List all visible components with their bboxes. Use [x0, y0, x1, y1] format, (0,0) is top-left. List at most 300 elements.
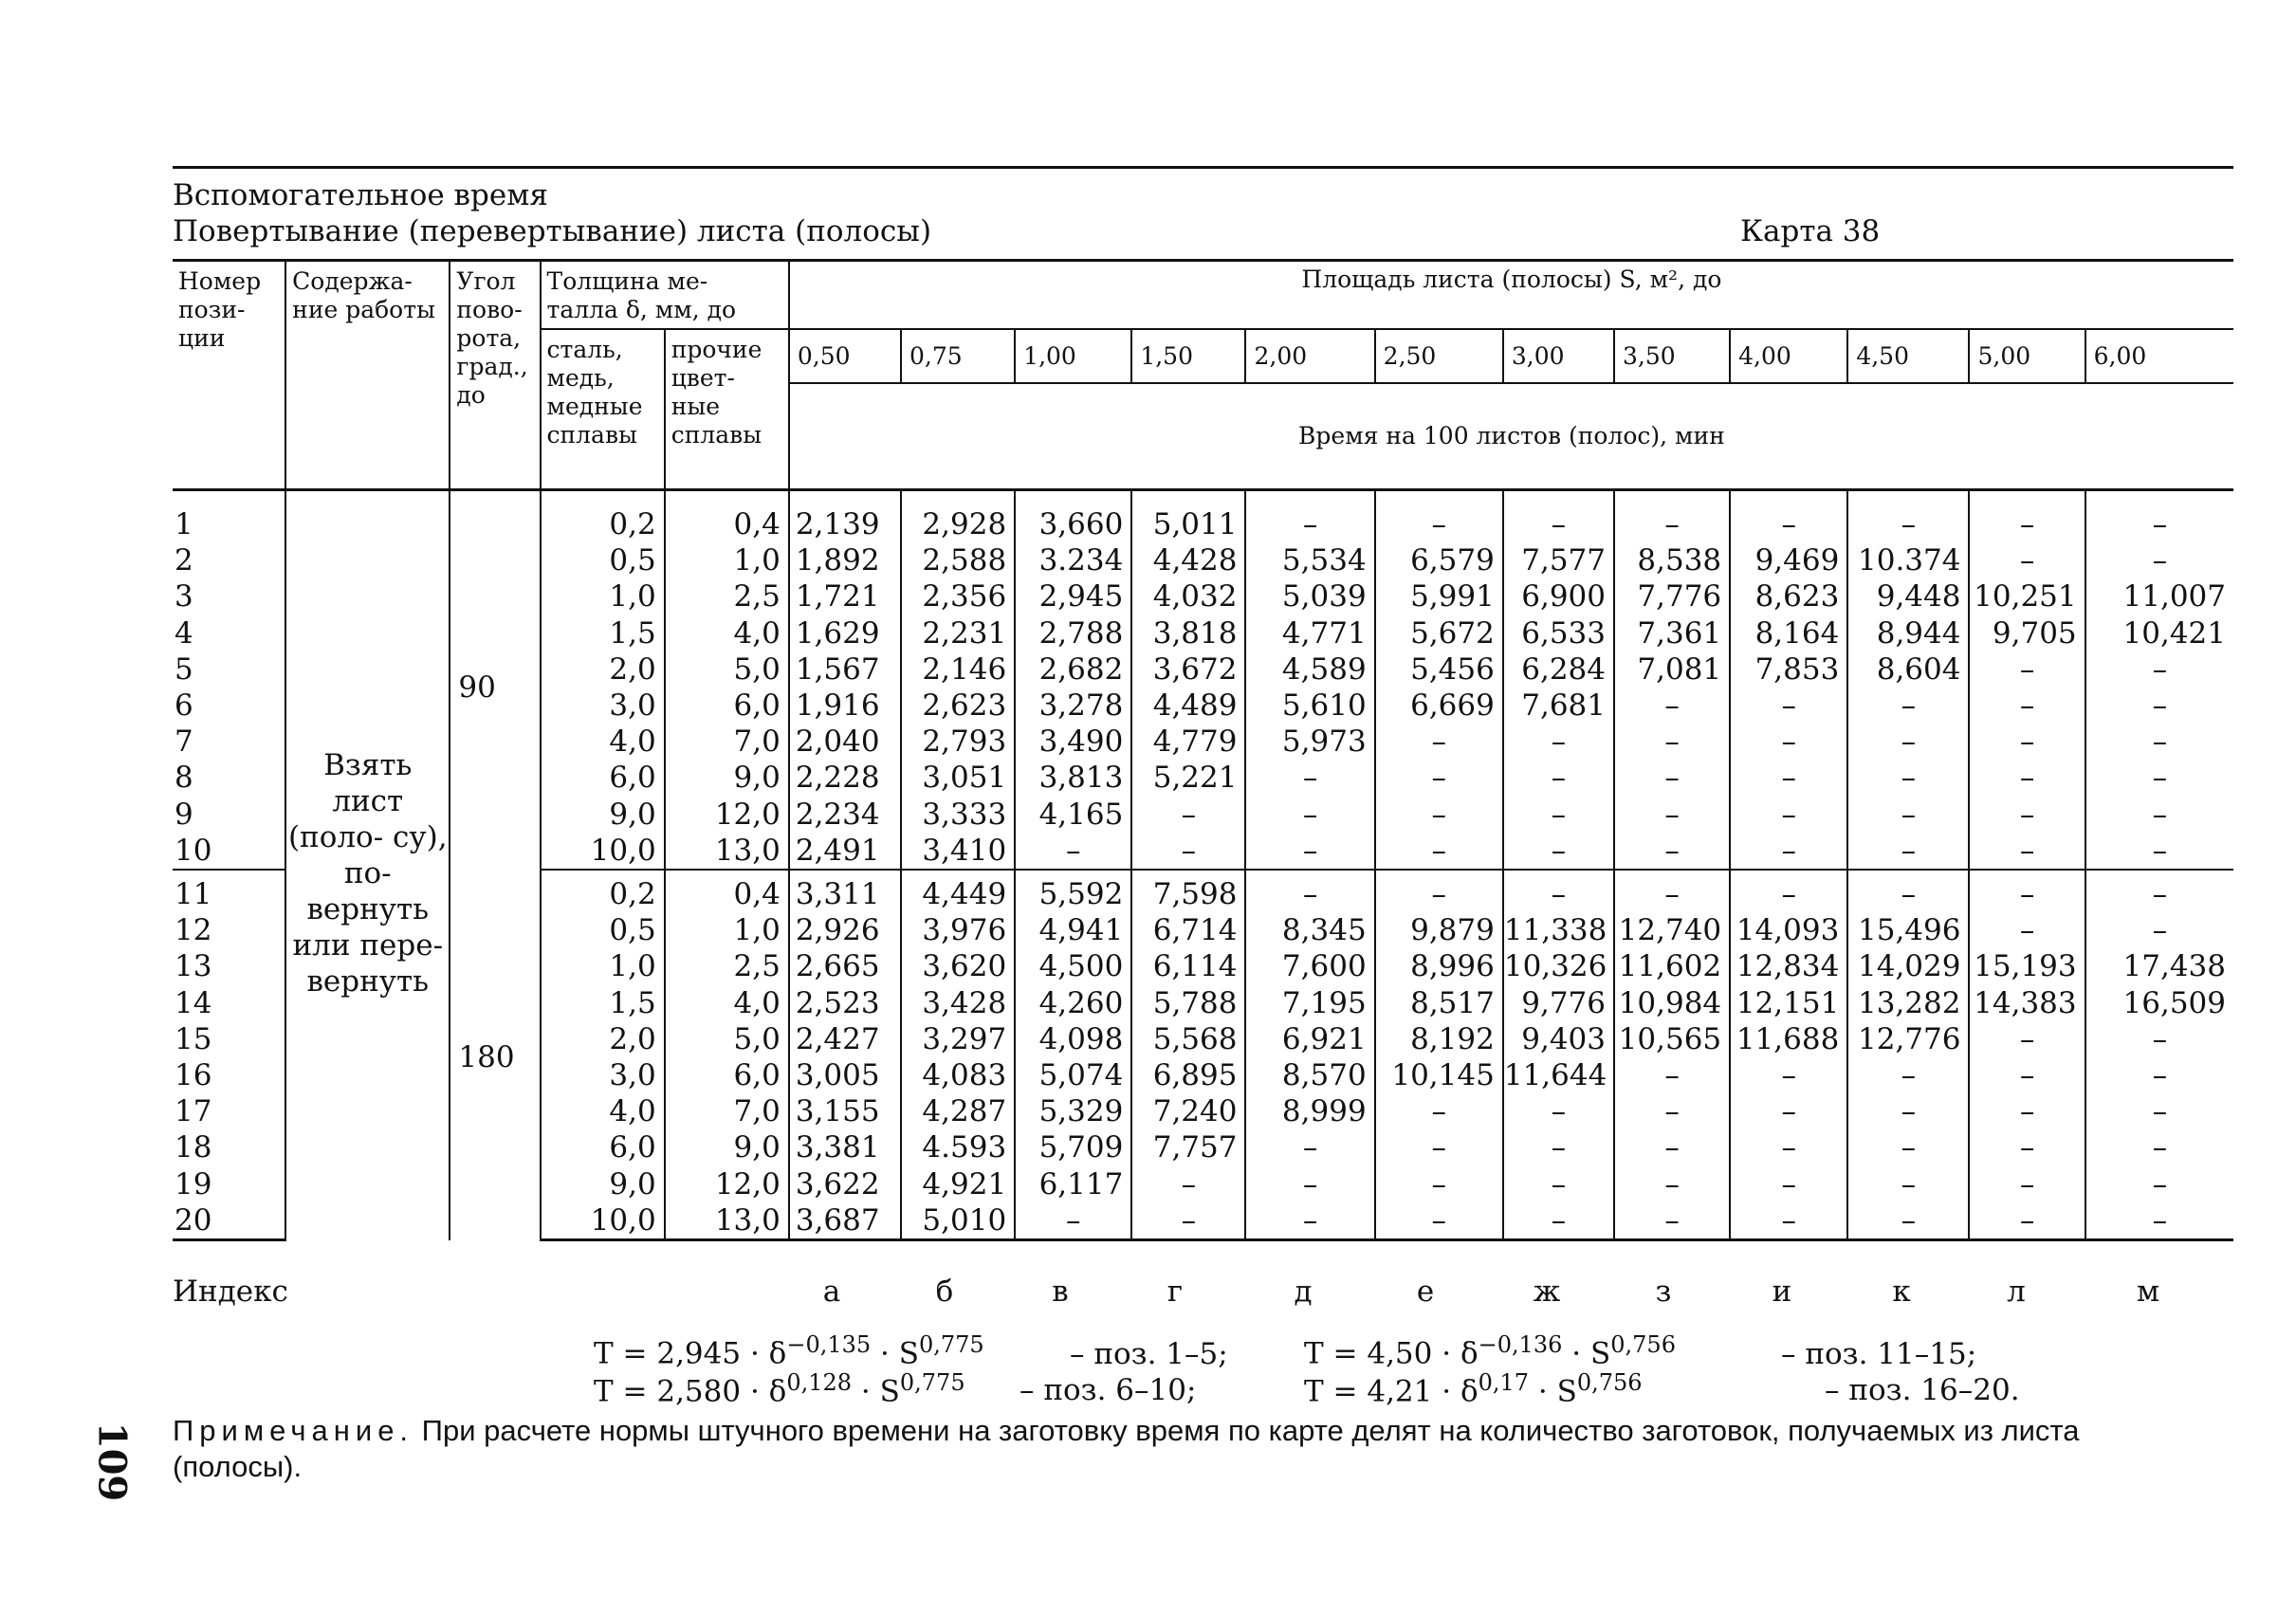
thickness-other: 9,0	[665, 1129, 789, 1165]
thickness-steel: 10,0	[541, 833, 665, 870]
formula-factor: · S	[852, 1374, 900, 1409]
time-value: 3,278	[1015, 688, 1131, 724]
position-number: 20	[173, 1202, 285, 1240]
area-header-cell: 4,00	[1730, 329, 1847, 383]
formula-exponent: 0,775	[918, 1331, 984, 1358]
time-value: –	[1847, 724, 1969, 760]
formula-exponent: 0,756	[1610, 1331, 1676, 1358]
time-value: 14,093	[1730, 912, 1847, 948]
time-value: –	[1131, 833, 1245, 870]
time-value: 4,589	[1245, 651, 1374, 688]
time-value: –	[1730, 870, 1847, 912]
time-value: 3,410	[901, 833, 1015, 870]
time-value: 2,523	[789, 985, 901, 1021]
position-number: 14	[174, 985, 212, 1020]
thickness-steel: 0,2	[541, 490, 665, 543]
formula	[1304, 1366, 1643, 1408]
time-value: 13,282	[1847, 985, 1969, 1021]
time-value: –	[2085, 870, 2233, 912]
time-value: –	[1131, 1202, 1245, 1240]
time-value: 8,604	[1847, 651, 1969, 688]
time-value: 3,620	[901, 948, 1015, 984]
area-header-cell: 4,50	[1847, 329, 1969, 383]
area-header-cell: 0,75	[901, 329, 1015, 383]
time-value: –	[1614, 490, 1730, 543]
position-number: 2	[174, 543, 193, 578]
time-value: 8,996	[1375, 948, 1503, 984]
time-value: 1,916	[789, 688, 901, 724]
time-value: –	[1375, 724, 1503, 760]
thickness-other: 4,0	[665, 615, 789, 651]
time-value: –	[1969, 797, 2085, 833]
time-value: –	[1847, 797, 1969, 833]
time-value: 10,565	[1614, 1021, 1730, 1057]
time-value: 1,567	[789, 651, 901, 688]
area-header-cell: 1,50	[1131, 329, 1245, 383]
time-value: –	[1375, 1093, 1503, 1129]
time-value: –	[1969, 1129, 2085, 1165]
time-value: –	[1969, 1021, 2085, 1057]
time-value: –	[1015, 833, 1131, 870]
position-number: 16	[174, 1058, 212, 1093]
time-value: 2,682	[1015, 651, 1131, 688]
page-number: 109	[89, 1421, 135, 1502]
time-value: –	[1503, 1166, 1614, 1202]
index-letter: г	[1166, 1275, 1184, 1309]
time-value: 12,776	[1847, 1021, 1969, 1057]
time-value: 4,083	[901, 1057, 1015, 1093]
time-value: –	[1847, 1166, 1969, 1202]
time-value: 3,005	[789, 1057, 901, 1093]
time-value: 11,644	[1503, 1057, 1614, 1093]
col-angle-header: Угол пово- рота, град., до	[450, 261, 540, 490]
time-value: 4,921	[901, 1166, 1015, 1202]
time-value: –	[1503, 833, 1614, 870]
time-value: –	[1730, 797, 1847, 833]
time-value: 2,788	[1015, 615, 1131, 651]
time-value: –	[1503, 724, 1614, 760]
time-value: 4,489	[1131, 688, 1245, 724]
time-value: 3,333	[901, 797, 1015, 833]
time-value: 2,926	[789, 912, 901, 948]
footnote-text: При расчете нормы штучного времени на заготовку время по карте делят на количество заготовок, получаемых из листа (полосы).	[173, 1414, 2080, 1483]
index-letter: м	[2136, 1275, 2160, 1309]
time-value: 8,345	[1245, 912, 1374, 948]
time-value: 5,456	[1375, 651, 1503, 688]
position-number: 11	[173, 870, 285, 912]
time-value: 4,771	[1245, 615, 1374, 651]
time-value: –	[1375, 833, 1503, 870]
time-value: 7,776	[1614, 578, 1730, 614]
formula-exponent: 0,756	[1576, 1369, 1643, 1396]
time-value: 5,610	[1245, 688, 1374, 724]
time-value: 7,361	[1614, 615, 1730, 651]
time-value: –	[1245, 870, 1374, 912]
formula-lhs: T = 2,580 · δ	[594, 1374, 787, 1409]
time-value: –	[2085, 1166, 2233, 1202]
formula-lhs: T = 2,945 · δ	[594, 1336, 787, 1371]
index-letter: и	[1772, 1275, 1792, 1309]
index-letter: ж	[1533, 1275, 1561, 1309]
time-value: 9,448	[1847, 578, 1969, 614]
thickness-steel: 1,5	[541, 985, 665, 1021]
time-value: –	[2085, 1202, 2233, 1240]
time-value: –	[1969, 912, 2085, 948]
time-value: 7,600	[1245, 948, 1374, 984]
thickness-steel: 1,5	[541, 615, 665, 651]
thickness-steel: 2,0	[541, 651, 665, 688]
table-row	[173, 870, 2233, 912]
time-value: –	[1614, 688, 1730, 724]
time-value: –	[1969, 1202, 2085, 1240]
thickness-steel: 6,0	[541, 760, 665, 796]
time-value: 6,900	[1503, 578, 1614, 614]
time-value: –	[1730, 490, 1847, 543]
time-value: 6,921	[1245, 1021, 1374, 1057]
area-header-cell: 2,50	[1375, 329, 1503, 383]
position-number: 10	[174, 833, 212, 868]
time-value: –	[1375, 1129, 1503, 1165]
work-content-cell	[285, 490, 450, 1240]
time-value: –	[2085, 1129, 2233, 1165]
time-value: –	[1730, 1093, 1847, 1129]
time-value: 7,240	[1131, 1093, 1245, 1129]
formula-factor: · S	[1562, 1336, 1611, 1371]
time-value: 5,010	[901, 1202, 1015, 1240]
col-steel-header: сталь, медь, медные сплавы	[541, 329, 665, 490]
position-number: 18	[174, 1130, 212, 1165]
time-value: –	[1503, 870, 1614, 912]
time-value: 11,007	[2085, 578, 2233, 614]
index-label: Индекс	[173, 1275, 288, 1309]
thickness-steel: 3,0	[541, 688, 665, 724]
time-value: 3,297	[901, 1021, 1015, 1057]
index-letter: б	[935, 1275, 954, 1309]
time-value: 1,892	[789, 542, 901, 578]
time-value: 2,793	[901, 724, 1015, 760]
formula-positions: – поз. 1–5;	[1070, 1337, 1228, 1371]
time-value: –	[1614, 797, 1730, 833]
index-letter: а	[822, 1275, 841, 1309]
time-value: 11,602	[1614, 948, 1730, 984]
time-value: 10,326	[1503, 948, 1614, 984]
time-value: 2,234	[789, 797, 901, 833]
time-value: –	[1503, 797, 1614, 833]
time-value: –	[2085, 688, 2233, 724]
section-title: Вспомогательное время	[173, 178, 548, 212]
time-value: 7,195	[1245, 985, 1374, 1021]
time-value: –	[2085, 1057, 2233, 1093]
time-value: 2,945	[1015, 578, 1131, 614]
time-value: –	[1614, 724, 1730, 760]
time-value: –	[1847, 688, 1969, 724]
index-letter: в	[1052, 1275, 1069, 1309]
formula-exponent: 0,128	[786, 1369, 853, 1396]
formula-positions: – поз. 16–20.	[1825, 1373, 2020, 1407]
time-value: –	[2085, 651, 2233, 688]
col-other-header: прочие цвет- ные сплавы	[665, 329, 789, 490]
formula-exponent: −0,135	[786, 1331, 872, 1358]
time-value: 7,853	[1730, 651, 1847, 688]
formula-exponent: 0,17	[1478, 1369, 1530, 1396]
time-value: 8,623	[1730, 578, 1847, 614]
time-value: 10,421	[2085, 615, 2233, 651]
time-value: 5,534	[1245, 542, 1374, 578]
time-value: 11,338	[1503, 912, 1614, 948]
thickness-other: 7,0	[665, 1093, 789, 1129]
thickness-other: 6,0	[665, 688, 789, 724]
index-letter: л	[2007, 1275, 2026, 1309]
time-value: –	[1375, 490, 1503, 543]
time-value: 2,623	[901, 688, 1015, 724]
time-value: –	[1614, 833, 1730, 870]
thickness-steel: 1,0	[541, 948, 665, 984]
index-letter: е	[1416, 1275, 1435, 1309]
position-number: 12	[174, 913, 212, 948]
time-value: 3,490	[1015, 724, 1131, 760]
time-value: –	[1969, 688, 2085, 724]
time-value: –	[1969, 651, 2085, 688]
time-value: –	[1969, 833, 2085, 870]
formula-factor: · S	[1529, 1374, 1577, 1409]
time-value: –	[2085, 1021, 2233, 1057]
time-value: 7,757	[1131, 1129, 1245, 1165]
time-value: 9,776	[1503, 985, 1614, 1021]
time-value: 6,114	[1131, 948, 1245, 984]
thickness-other: 1,0	[665, 912, 789, 948]
time-value: –	[1847, 760, 1969, 796]
thickness-other: 9,0	[665, 760, 789, 796]
time-value: –	[1730, 1057, 1847, 1093]
thickness-steel: 4,0	[541, 724, 665, 760]
time-value: –	[2085, 833, 2233, 870]
time-value: 4.593	[901, 1129, 1015, 1165]
index-row	[173, 1275, 2233, 1316]
thickness-steel: 4,0	[541, 1093, 665, 1129]
position-number: 1	[174, 507, 193, 541]
time-value: 6,284	[1503, 651, 1614, 688]
table-row	[173, 490, 2233, 543]
time-value: 7,081	[1614, 651, 1730, 688]
time-value: 8,192	[1375, 1021, 1503, 1057]
time-value: 9,705	[1969, 615, 2085, 651]
time-value: –	[1969, 542, 2085, 578]
time-value: –	[2085, 1093, 2233, 1129]
time-value: 4,032	[1131, 578, 1245, 614]
time-value: 5,221	[1131, 760, 1245, 796]
time-value: –	[1245, 1202, 1374, 1240]
time-value: 11,688	[1730, 1021, 1847, 1057]
time-value: 14,029	[1847, 948, 1969, 984]
time-value: 9,403	[1503, 1021, 1614, 1057]
time-value: –	[1969, 760, 2085, 796]
card-number: Карта 38	[1740, 214, 1881, 248]
time-value: 5,592	[1015, 870, 1131, 912]
thickness-other: 7,0	[665, 724, 789, 760]
thickness-steel: 6,0	[541, 1129, 665, 1165]
time-value: 7,598	[1131, 870, 1245, 912]
time-value: –	[1969, 1057, 2085, 1093]
rotation-angle-cell: 180	[450, 870, 540, 1240]
index-letter: д	[1294, 1275, 1313, 1309]
time-value: 9,879	[1375, 912, 1503, 948]
time-value: –	[1503, 490, 1614, 543]
time-value: –	[1375, 797, 1503, 833]
time-value: 5,011	[1131, 490, 1245, 543]
time-value: 15,496	[1847, 912, 1969, 948]
time-value: –	[1847, 1057, 1969, 1093]
time-value: –	[1245, 760, 1374, 796]
time-value: –	[2085, 490, 2233, 543]
time-value: 6,579	[1375, 542, 1503, 578]
time-value: –	[1245, 1166, 1374, 1202]
time-value: 6,714	[1131, 912, 1245, 948]
time-value: –	[1969, 870, 2085, 912]
thickness-other: 5,0	[665, 1021, 789, 1057]
time-value: –	[2085, 724, 2233, 760]
time-value: –	[1730, 1129, 1847, 1165]
footnote	[173, 1413, 2202, 1485]
area-header-cell: 5,00	[1969, 329, 2085, 383]
time-value: 10,984	[1614, 985, 1730, 1021]
time-value: 10,251	[1969, 578, 2085, 614]
position-number: 3	[174, 579, 193, 614]
time-value: 2,928	[901, 490, 1015, 543]
time-value: –	[1730, 724, 1847, 760]
time-value: –	[1730, 1202, 1847, 1240]
time-value: 2,040	[789, 724, 901, 760]
area-header-cell: 2,00	[1245, 329, 1374, 383]
thickness-other: 6,0	[665, 1057, 789, 1093]
position-number: 6	[174, 688, 193, 724]
time-value: –	[1969, 1093, 2085, 1129]
time-value: 8,944	[1847, 615, 1969, 651]
norms-table	[173, 259, 2233, 1241]
time-value: 3,818	[1131, 615, 1245, 651]
time-value: –	[1969, 490, 2085, 543]
time-value: 3,976	[901, 912, 1015, 948]
time-value: 3,672	[1131, 651, 1245, 688]
time-value: 3,428	[901, 985, 1015, 1021]
top-rule	[173, 166, 2233, 169]
time-value: –	[1847, 833, 1969, 870]
time-value: 4,941	[1015, 912, 1131, 948]
time-value: –	[1969, 1166, 2085, 1202]
table-body	[173, 490, 2233, 1240]
time-value: 5,074	[1015, 1057, 1131, 1093]
time-value: –	[1375, 870, 1503, 912]
time-value: 6,533	[1503, 615, 1614, 651]
position-number: 17	[174, 1094, 212, 1129]
time-value: –	[1847, 870, 1969, 912]
time-value: –	[2085, 542, 2233, 578]
work-content-text: Взять лист (поло- су), по- вернуть или пере- вернуть	[287, 747, 448, 999]
operation-title: Повертывание (перевертывание) листа (полосы)	[173, 214, 932, 248]
position-number: 8	[174, 761, 193, 796]
time-value: 17,438	[2085, 948, 2233, 984]
time-value: –	[1375, 760, 1503, 796]
footnote-title: Примечание.	[173, 1414, 414, 1447]
time-value: 3,051	[901, 760, 1015, 796]
thickness-steel: 3,0	[541, 1057, 665, 1093]
time-value: –	[2085, 797, 2233, 833]
formula-exponent: 0,775	[899, 1369, 965, 1396]
col-thickness-header: Толщина ме- талла δ, мм, до	[541, 261, 789, 330]
time-value: –	[2085, 912, 2233, 948]
thickness-other: 5,0	[665, 651, 789, 688]
area-header-cell: 1,00	[1015, 329, 1131, 383]
time-value: –	[1614, 870, 1730, 912]
time-value: –	[1730, 833, 1847, 870]
time-value: –	[1730, 1166, 1847, 1202]
col-position-header: Номер пози- ции	[173, 261, 285, 490]
col-content-header: Содержа- ние работы	[285, 261, 450, 490]
time-value: 12,151	[1730, 985, 1847, 1021]
time-value: 4,779	[1131, 724, 1245, 760]
time-value: –	[1503, 1129, 1614, 1165]
time-value: 4,287	[901, 1093, 1015, 1129]
position-number: 13	[174, 949, 212, 984]
formula-exponent: −0,136	[1478, 1331, 1563, 1358]
time-value: 1,721	[789, 578, 901, 614]
time-value: 5,672	[1375, 615, 1503, 651]
area-header-cell: 3,50	[1614, 329, 1730, 383]
time-value: 6,669	[1375, 688, 1503, 724]
position-number: 19	[174, 1166, 212, 1201]
time-value: –	[1614, 1057, 1730, 1093]
formula	[594, 1328, 984, 1370]
time-value: –	[1245, 797, 1374, 833]
index-letter: з	[1655, 1275, 1672, 1309]
time-value: 3,660	[1015, 490, 1131, 543]
formula-lhs: T = 4,50 · δ	[1304, 1336, 1479, 1371]
thickness-other: 12,0	[665, 797, 789, 833]
time-value: 2,139	[789, 490, 901, 543]
time-value: –	[1847, 1202, 1969, 1240]
position-number: 5	[174, 651, 193, 687]
time-value: 6,117	[1015, 1166, 1131, 1202]
thickness-steel: 0,2	[541, 870, 665, 912]
time-value: –	[1375, 1166, 1503, 1202]
time-value: 2,356	[901, 578, 1015, 614]
thickness-steel: 2,0	[541, 1021, 665, 1057]
time-value: –	[1245, 490, 1374, 543]
thickness-steel: 9,0	[541, 797, 665, 833]
time-value: 2,665	[789, 948, 901, 984]
time-value: –	[1503, 760, 1614, 796]
time-value: 4,449	[901, 870, 1015, 912]
formula-factor: · S	[871, 1336, 919, 1371]
position-number: 4	[174, 615, 193, 651]
time-value: 2,427	[789, 1021, 901, 1057]
time-value: –	[1730, 688, 1847, 724]
time-value: –	[1614, 1166, 1730, 1202]
time-value: 10,145	[1375, 1057, 1503, 1093]
thickness-other: 1,0	[665, 542, 789, 578]
time-value: 4,428	[1131, 542, 1245, 578]
time-value: 8,999	[1245, 1093, 1374, 1129]
time-value: 3.234	[1015, 542, 1131, 578]
time-value: 7,577	[1503, 542, 1614, 578]
formula	[1304, 1328, 1676, 1370]
time-value: –	[1614, 1129, 1730, 1165]
table-header	[173, 261, 2233, 490]
position-number: 7	[174, 724, 193, 760]
time-value: 5,709	[1015, 1129, 1131, 1165]
time-value: –	[1503, 1093, 1614, 1129]
time-value: 15,193	[1969, 948, 2085, 984]
thickness-steel: 1,0	[541, 578, 665, 614]
